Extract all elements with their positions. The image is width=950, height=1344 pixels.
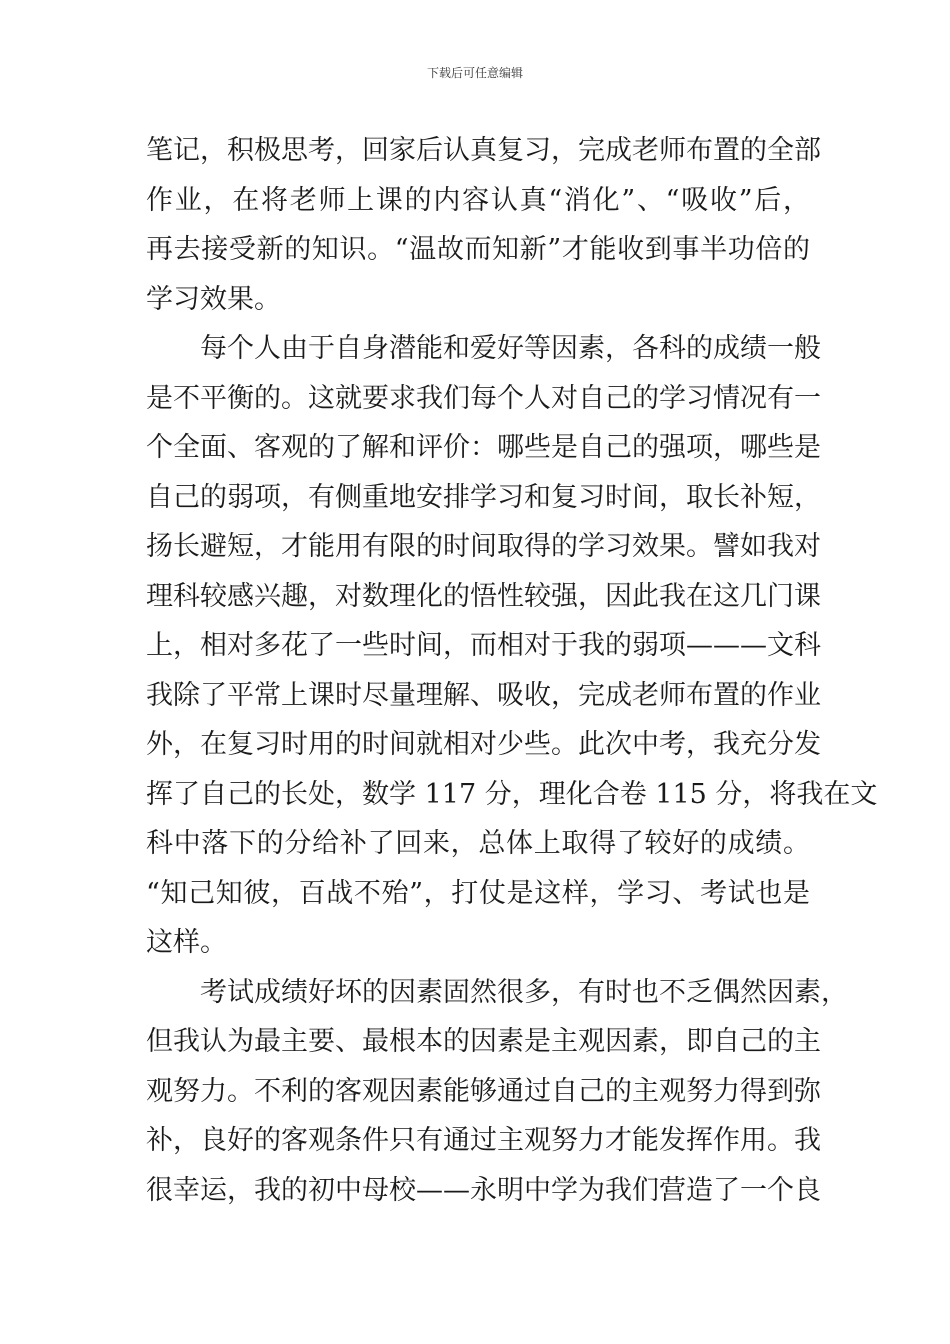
text-line: 自己的弱项，有侧重地安排学习和复习时间，取长补短， bbox=[146, 481, 821, 513]
text-line: 科中落下的分给补了回来，总体上取得了较好的成绩。 bbox=[146, 828, 810, 859]
page-header: 下载后可任意编辑 bbox=[426, 66, 523, 80]
text-line: 再去接受新的知识。“温故而知新”才能收到事半功倍的 bbox=[146, 234, 810, 265]
text-line: 考试成绩好坏的因素固然很多，有时也不乏偶然因素， bbox=[200, 976, 848, 1008]
text-line: 补，良好的客观条件只有通过主观努力才能发挥作用。我 bbox=[146, 1125, 821, 1156]
text-line: 这样。 bbox=[146, 927, 227, 958]
text-line: 很幸运，我的初中母校——永明中学为我们营造了一个良 bbox=[146, 1174, 821, 1206]
text-line: 每个人由于自身潜能和爱好等因素，各科的成绩一般 bbox=[200, 333, 821, 364]
text-line: “知己知彼，百战不殆”，打仗是这样，学习、考试也是 bbox=[146, 877, 810, 909]
text-line: 笔记，积极思考，回家后认真复习，完成老师布置的全部 bbox=[146, 135, 821, 166]
text-line: 个全面、客观的了解和评价：哪些是自己的强项，哪些是 bbox=[146, 432, 821, 463]
text-line: 扬长避短，才能用有限的时间取得的学习效果。譬如我对 bbox=[146, 531, 821, 562]
text-line: 是不平衡的。这就要求我们每个人对自己的学习情况有一 bbox=[146, 382, 821, 414]
text-line: 学习效果。 bbox=[146, 283, 281, 315]
body-text bbox=[146, 126, 878, 1215]
text-line: 外，在复习时用的时间就相对少些。此次中考，我充分发 bbox=[146, 729, 821, 760]
text-line: 我除了平常上课时尽量理解、吸收，完成老师布置的作业 bbox=[146, 679, 821, 711]
text-line: 理科较感兴趣，对数理化的悟性较强，因此我在这几门课 bbox=[146, 580, 821, 612]
text-line: 上，相对多花了一些时间，而相对于我的弱项———文科 bbox=[146, 630, 821, 661]
text-line: 但我认为最主要、最根本的因素是主观因素，即自己的主 bbox=[146, 1026, 821, 1057]
text-line: 观努力。不利的客观因素能够通过自己的主观努力得到弥 bbox=[146, 1075, 821, 1107]
text-line: 挥了自己的长处，数学 117 分，理化合卷 115 分，将我在文 bbox=[146, 778, 878, 810]
text-line: 作业，在将老师上课的内容认真“消化”、“吸收”后， bbox=[146, 184, 810, 216]
